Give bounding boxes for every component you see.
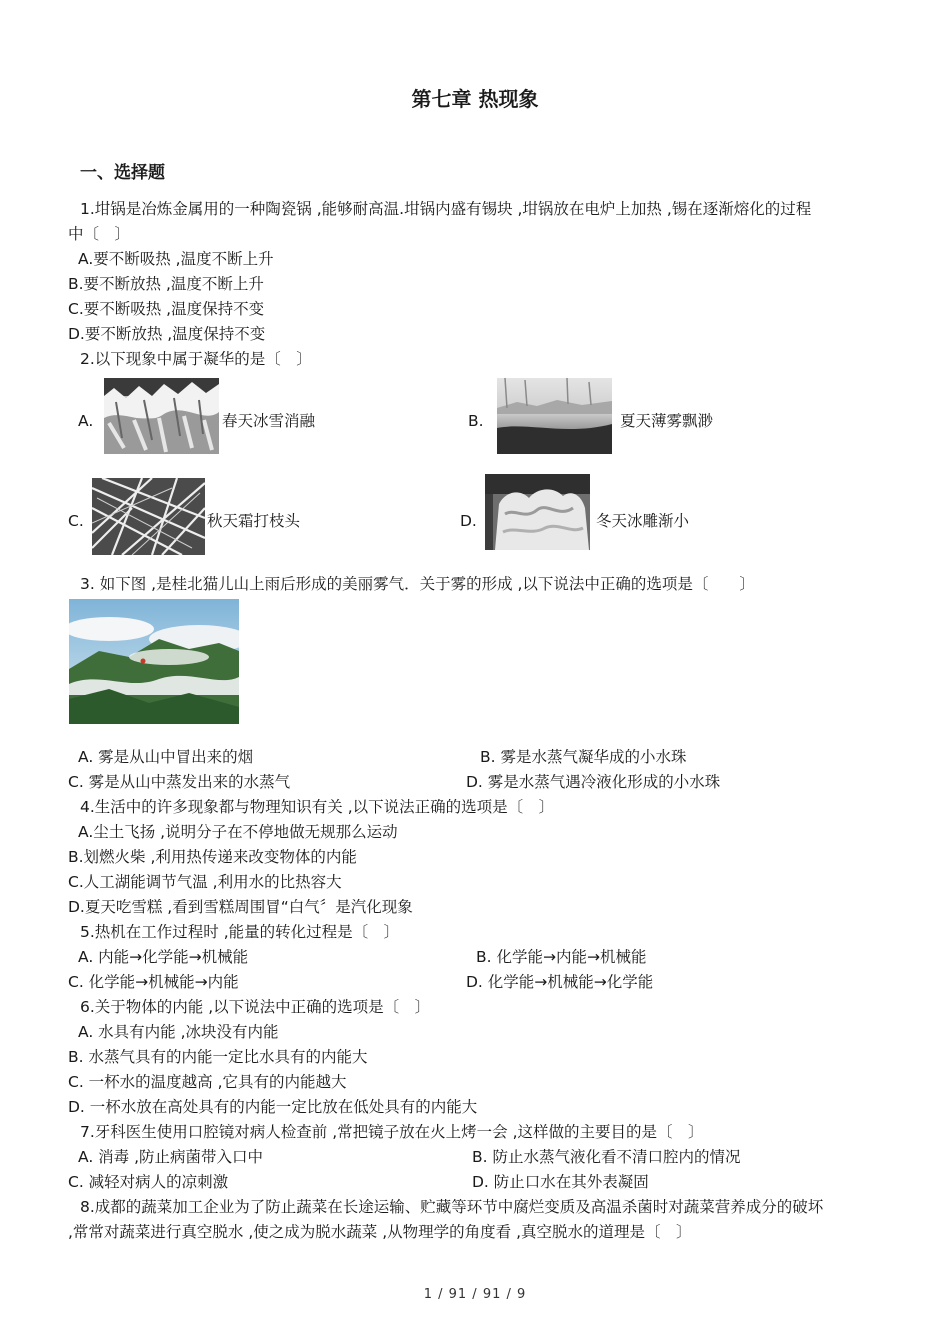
q2-option-d-label: D. xyxy=(460,512,477,530)
q4-stem: 4.生活中的许多现象都与物理知识有关 ,以下说法正确的选项是〔 〕 xyxy=(80,798,555,816)
q3-option-b: B. 雾是水蒸气凝华成的小水珠 xyxy=(480,748,687,766)
q2-stem: 2.以下现象中属于凝华的是〔 〕 xyxy=(80,350,312,368)
q4-option-a: A.尘土飞扬 ,说明分子在不停地做无规那么运动 xyxy=(78,823,398,841)
q1-option-c: C.要不断吸热 ,温度保持不变 xyxy=(68,300,265,318)
q5-stem: 5.热机在工作过程时 ,能量的转化过程是〔 〕 xyxy=(80,923,400,941)
page-footer: 1 / 91 / 91 / 9 xyxy=(423,1287,527,1302)
q2-option-a-text: 春天冰雪消融 xyxy=(222,412,316,430)
q1-option-b: B.要不断放热 ,温度不断上升 xyxy=(68,275,264,293)
q6-option-d: D. 一杯水放在高处具有的内能一定比放在低处具有的内能大 xyxy=(68,1098,478,1116)
q6-option-b: B. 水蒸气具有的内能一定比水具有的内能大 xyxy=(68,1048,368,1066)
q3-option-a: A. 雾是从山中冒出来的烟 xyxy=(78,748,254,766)
section-heading: 一、选择题 xyxy=(80,163,165,183)
q4-option-d: D.夏天吃雪糕 ,看到雪糕周围冒“白气〞是汽化现象 xyxy=(68,898,413,916)
mist-field-photo xyxy=(497,378,612,454)
q5-option-b: B. 化学能→内能→机械能 xyxy=(476,948,647,966)
q5-option-c: C. 化学能→机械能→内能 xyxy=(68,973,239,991)
q2-option-b-text: 夏天薄雾飘渺 xyxy=(620,412,714,430)
q7-stem: 7.牙科医生使用口腔镜对病人检查前 ,常把镜子放在火上烤一会 ,这样做的主要目的是〔 〕 xyxy=(80,1123,704,1141)
q2-option-b-label: B. xyxy=(468,412,484,430)
q7-option-b: B. 防止水蒸气液化看不清口腔内的情况 xyxy=(472,1148,741,1166)
snow-melting-photo xyxy=(104,378,219,454)
frost-branches-photo xyxy=(92,478,205,555)
q6-stem: 6.关于物体的内能 ,以下说法中正确的选项是〔 〕 xyxy=(80,998,431,1016)
q7-option-d: D. 防止口水在其外表凝固 xyxy=(472,1173,649,1191)
q3-option-d: D. 雾是水蒸气遇冷液化形成的小水珠 xyxy=(466,773,721,791)
q2-option-a-label: A. xyxy=(78,412,94,430)
q6-option-c: C. 一杯水的温度越高 ,它具有的内能越大 xyxy=(68,1073,347,1091)
q7-option-c: C. 减轻对病人的凉刺激 xyxy=(68,1173,229,1191)
q2-option-d-text: 冬天冰雕渐小 xyxy=(596,512,690,530)
page-title: 第七章 热现象 xyxy=(411,87,539,111)
q3-stem: 3. 如下图 ,是桂北猫儿山上雨后形成的美丽雾气．关于雾的形成 ,以下说法中正确的选项是〔 〕 xyxy=(80,575,755,593)
q5-option-a: A. 内能→化学能→机械能 xyxy=(78,948,249,966)
q8-stem-line1: 8.成都的蔬菜加工企业为了防止蔬菜在长途运输、贮藏等环节中腐烂变质及高温杀菌时对蔬菜营养成分的破坏 xyxy=(80,1198,824,1216)
q1-option-a: A.要不断吸热 ,温度不断上升 xyxy=(78,250,274,268)
q8-stem-line2: ,常常对蔬菜进行真空脱水 ,使之成为脱水蔬菜 ,从物理学的角度看 ,真空脱水的道理是〔 〕 xyxy=(68,1223,692,1241)
mountain-fog-photo xyxy=(69,599,239,724)
q2-option-c-text: 秋天霜打枝头 xyxy=(207,512,301,530)
q4-option-c: C.人工湖能调节气温 ,利用水的比热容大 xyxy=(68,873,342,891)
q1-option-d: D.要不断放热 ,温度保持不变 xyxy=(68,325,266,343)
q7-option-a: A. 消毒 ,防止病菌带入口中 xyxy=(78,1148,264,1166)
q5-option-d: D. 化学能→机械能→化学能 xyxy=(466,973,654,991)
q1-stem-line1: 1.坩锅是冶炼金属用的一种陶瓷锅 ,能够耐高温.坩锅内盛有锡块 ,坩锅放在电炉上加热 ,锡在逐渐熔化的过程 xyxy=(80,200,812,218)
q2-option-c-label: C. xyxy=(68,512,84,530)
q3-option-c: C. 雾是从山中蒸发出来的水蒸气 xyxy=(68,773,291,791)
ice-sculpture-photo xyxy=(485,474,590,550)
q4-option-b: B.划燃火柴 ,利用热传递来改变物体的内能 xyxy=(68,848,357,866)
q1-stem-line2: 中〔 〕 xyxy=(68,225,131,243)
q6-option-a: A. 水具有内能 ,冰块没有内能 xyxy=(78,1023,279,1041)
